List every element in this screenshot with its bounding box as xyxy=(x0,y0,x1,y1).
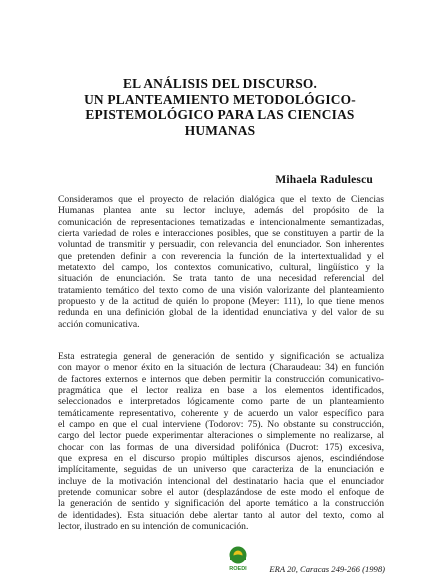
text-line: implícitamente, seguidas de un universo que caracteriza de la enunciación e xyxy=(58,464,384,476)
text-line: pragmática que el lector realiza en base a los elementos identificados, xyxy=(58,385,384,397)
publisher-logo xyxy=(225,545,251,573)
text-line: Consideramos que el proyecto de relación dialógica que el texto de Ciencias xyxy=(58,194,384,205)
author-name: Mihaela Radulescu xyxy=(275,174,373,186)
text-line: voluntad de transmitir y persuadir, con relevancia del enunciador. Son inherentes xyxy=(58,239,384,251)
text-line: comunicación de representaciones tematizadas e intencionalmente semantizadas, xyxy=(58,216,384,228)
text-line: que expresa en el discurso propio múltiples discursos ajenos, escindiéndose xyxy=(58,453,384,465)
text-line: metatexto del campo, los contextos comunicativo, cultural, lingüístico y la xyxy=(58,262,384,274)
logo-text: ROEDI xyxy=(229,566,247,572)
text-line: acción comunicativa. xyxy=(58,318,140,330)
text-line: el campo en que el cual interviene (Todorov: 75). No obstante su construcción, xyxy=(58,419,384,431)
text-line: incluye de la motivación intencional del destinatario hacia que el enunciador xyxy=(58,475,384,487)
text-line: pretende comunicar sobre el autor (desplazándose de este modo el enfoque de xyxy=(58,487,384,499)
text-line: cierta variedad de roles e interacciones posibles, que se constituyen a partir de la xyxy=(58,228,384,240)
text-line: de factores externos e internos que deben permitir la construcción comunicativo- xyxy=(58,373,384,385)
text-line: cargo del lector puede experimentar alteraciones o simplemente no realizarse, al xyxy=(58,430,384,442)
text-line: Esta estrategia general de generación de sentido y significación se actualiza xyxy=(58,351,384,362)
title-line-2: UN PLANTEAMIENTO METODOLÓGICO- xyxy=(84,91,356,107)
text-line: situación de enunciación. Se trata tanto de una necesidad referencial del xyxy=(58,273,384,285)
text-line: temáticamente representativo, coherente y de acuerdo un valor específico para xyxy=(58,407,384,419)
citation-reference: ERA 20, Caracas 249-266 (1998) xyxy=(269,564,385,574)
text-line: lector, ilustrado en su intención de comunicación. xyxy=(58,521,249,533)
text-line: la generación de sentido y significación del aporte temático a la construcción xyxy=(58,498,384,510)
body-paragraph-1 xyxy=(58,194,384,330)
text-line: Humanas plantea ante su lector incluye, además del propósito de la xyxy=(58,205,384,217)
text-line: chocar con las formas de una diversidad polifónica (Ducrot: 175) excesiva, xyxy=(58,441,384,453)
text-line: que pretenden definir a con reverencia la función de la intertextualidad y el xyxy=(58,250,384,262)
text-line: de identidades). Esta situación debe alertar tanto al autor del texto, como al xyxy=(58,509,384,521)
text-line: con mayor o menor éxito en la situación de lectura (Charaudeau: 34) en función xyxy=(58,362,384,374)
title-line-3: EPISTEMOLÓGICO PARA LAS CIENCIAS xyxy=(85,107,355,122)
text-line: seleccionados e interpretados lógicamente como parte de un planteamiento xyxy=(58,396,384,408)
text-line: tratamiento temático del texto como de una visión valorizante del planteamiento xyxy=(58,284,384,296)
body-paragraph-2 xyxy=(58,351,384,533)
text-line: redunda en una definición global de la identidad enunciativa y del valor de su xyxy=(58,307,384,319)
article-title xyxy=(40,76,400,138)
title-line-4: HUMANAS xyxy=(184,122,256,138)
text-line: propuesto y de la actitud de quién lo propone (Meyer: 111), lo que tiene menos xyxy=(58,296,384,308)
title-line-1: EL ANÁLISIS DEL DISCURSO. xyxy=(122,76,318,91)
